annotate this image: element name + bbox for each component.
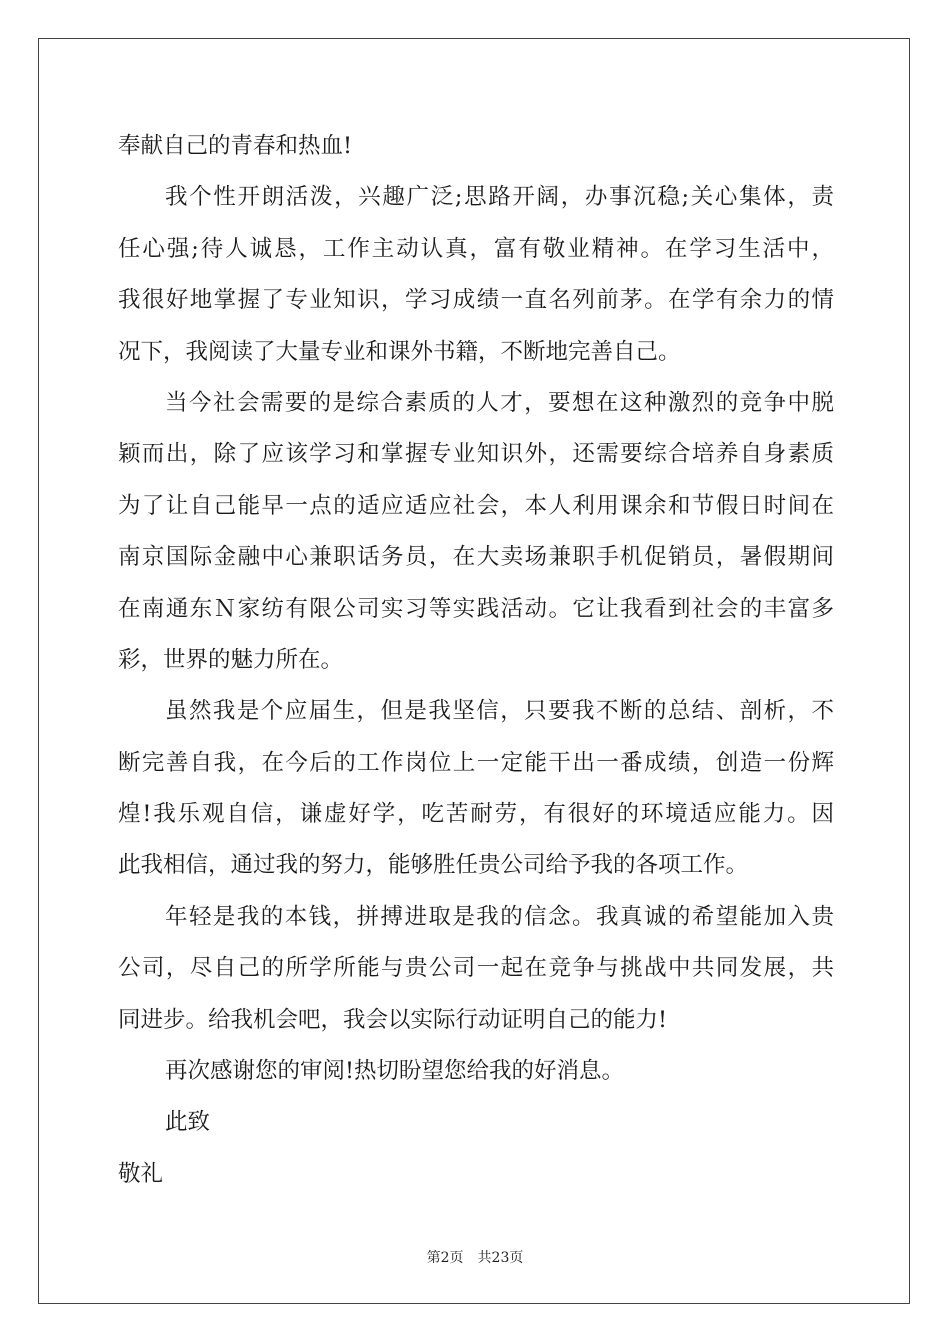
text-line: 虽然我是个应届生，但是我坚信，只要我不断的总结、剖析，不	[165, 698, 834, 725]
text-line: 任心强;待人诚恳，工作主动认真，富有敬业精神。在学习生活中，	[118, 235, 834, 262]
closing-line: 此致	[165, 1109, 211, 1136]
text-line: 在南通东Ｎ家纺有限公司实习等实践活动。它让我看到社会的丰富多	[118, 595, 834, 622]
text-line: 煌!我乐观自信，谦虚好学，吃苦耐劳，有很好的环境适应能力。因	[118, 801, 834, 828]
text-line: 断完善自我，在今后的工作岗位上一定能干出一番成绩，创造一份辉	[118, 749, 834, 776]
text-line: 同进步。给我机会吧，我会以实际行动证明自己的能力!	[118, 1006, 668, 1033]
page-number: 第2页 共23页	[426, 1250, 524, 1266]
salutation-line: 敬礼	[118, 1160, 164, 1187]
text-line: 再次感谢您的审阅!热切盼望您给我的好消息。	[165, 1058, 625, 1085]
text-line: 为了让自己能早一点的适应适应社会，本人利用课余和节假日时间在	[118, 492, 834, 519]
text-line: 况下，我阅读了大量专业和课外书籍，不断地完善自己。	[118, 338, 681, 365]
text-line: 此我相信，通过我的努力，能够胜任贵公司给予我的各项工作。	[118, 852, 749, 879]
text-line: 年轻是我的本钱，拼搏进取是我的信念。我真诚的希望能加入贵	[165, 903, 834, 930]
text-line: 我个性开朗活泼，兴趣广泛;思路开阔，办事沉稳;关心集体，责	[165, 184, 834, 211]
text-line: 我很好地掌握了专业知识，学习成绩一直名列前茅。在学有余力的情	[118, 287, 834, 314]
text-line: 公司，尽自己的所学所能与贵公司一起在竞争与挑战中共同发展，共	[118, 955, 834, 982]
text-line: 南京国际金融中心兼职话务员，在大卖场兼职手机促销员，暑假期间	[118, 544, 834, 571]
text-line: 彩，世界的魅力所在。	[118, 646, 344, 673]
letter-body	[118, 124, 834, 1203]
text-line: 颖而出，除了应该学习和掌握专业知识外，还需要综合培养自身素质	[118, 441, 834, 468]
text-line: 当今社会需要的是综合素质的人才，要想在这种激烈的竞争中脱	[165, 389, 834, 416]
text-line: 奉献自己的青春和热血!	[118, 133, 353, 159]
